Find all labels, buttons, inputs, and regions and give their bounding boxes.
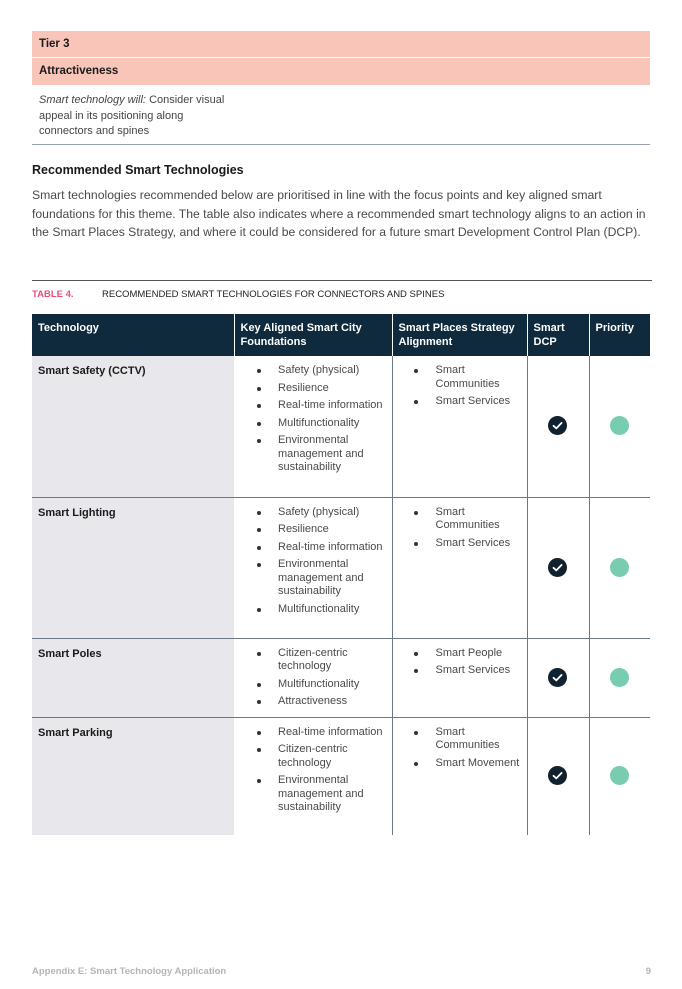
tier-description: Consider visual appeal in its positioning along connectors and spines — [39, 94, 225, 137]
list-item: Resilience — [234, 523, 388, 537]
list-item: Citizen-centric technology — [234, 743, 388, 770]
check-circle-icon — [548, 416, 567, 435]
list-item: Real-time information — [234, 541, 388, 555]
list-item: Multifunctionality — [234, 678, 388, 692]
dcp-cell — [527, 717, 589, 835]
dcp-cell — [527, 497, 589, 638]
dcp-cell — [527, 638, 589, 717]
foundations-cell — [234, 638, 392, 717]
list-item: Resilience — [234, 382, 388, 396]
list-item: Smart Services — [393, 537, 523, 551]
check-circle-icon — [548, 668, 567, 687]
list-item: Smart Movement — [393, 757, 523, 771]
caption-rule — [32, 280, 652, 281]
list-item: Real-time information — [234, 399, 388, 413]
table-row — [32, 497, 650, 638]
list-item: Smart Communities — [393, 506, 523, 533]
table-row — [32, 638, 650, 717]
list-item: Smart Services — [393, 664, 523, 678]
tier-text — [39, 93, 239, 140]
table-header-row — [32, 314, 650, 356]
technology-cell: Smart Poles — [32, 638, 234, 717]
list-item: Citizen-centric technology — [234, 647, 388, 674]
priority-dot-icon — [610, 668, 629, 687]
tier-label: Tier 3 — [32, 31, 650, 58]
header-alignment: Smart Places Strategy Alignment — [392, 314, 527, 356]
table-title: RECOMMENDED SMART TECHNOLOGIES FOR CONNECTORS AND SPINES — [102, 289, 445, 300]
list-item: Safety (physical) — [234, 364, 388, 378]
priority-cell — [589, 497, 650, 638]
dcp-cell — [527, 356, 589, 497]
check-circle-icon — [548, 558, 567, 577]
alignment-cell — [392, 638, 527, 717]
priority-dot-icon — [610, 558, 629, 577]
foundations-cell — [234, 356, 392, 497]
tier-table — [32, 31, 650, 145]
list-item: Smart Services — [393, 395, 523, 409]
table-row — [32, 717, 650, 835]
table-number: TABLE 4. — [32, 289, 74, 300]
list-item: Smart Communities — [393, 364, 523, 391]
alignment-cell — [392, 497, 527, 638]
page-number: 9 — [645, 966, 651, 977]
foundations-cell — [234, 717, 392, 835]
list-item: Attractiveness — [234, 695, 388, 709]
check-circle-icon — [548, 766, 567, 785]
tier-heading: Attractiveness — [32, 58, 650, 86]
header-technology: Technology — [32, 314, 234, 356]
list-item: Smart Communities — [393, 726, 523, 753]
list-item: Smart People — [393, 647, 523, 661]
section-title: Recommended Smart Technologies — [32, 163, 244, 177]
list-item: Environmental management and sustainability — [234, 774, 388, 815]
list-item: Real-time information — [234, 726, 388, 740]
list-item: Multifunctionality — [234, 417, 388, 431]
header-smart-dcp: Smart DCP — [527, 314, 589, 356]
list-item: Multifunctionality — [234, 603, 388, 617]
section-intro: Smart technologies recommended below are prioritised in line with the focus points and key aligned smart foundations for this theme. The table also indicates where a recommended smart technology aligns to an action in the Smart Places Strategy, and where it could be considered for a future smart Development Control Plan (DCP). — [32, 188, 646, 240]
priority-dot-icon — [610, 416, 629, 435]
list-item: Safety (physical) — [234, 506, 388, 520]
priority-cell — [589, 638, 650, 717]
footer-text: Appendix E: Smart Technology Application — [32, 966, 227, 977]
priority-cell — [589, 356, 650, 497]
tier-lead: Smart technology will: — [39, 94, 146, 106]
header-foundations: Key Aligned Smart City Foundations — [234, 314, 392, 356]
list-item: Environmental management and sustainability — [234, 558, 388, 599]
technology-cell: Smart Parking — [32, 717, 234, 835]
alignment-cell — [392, 356, 527, 497]
table-caption — [32, 289, 444, 300]
table-row — [32, 356, 650, 497]
header-priority: Priority — [589, 314, 650, 356]
priority-dot-icon — [610, 766, 629, 785]
foundations-cell — [234, 497, 392, 638]
tier-body — [32, 86, 650, 145]
technologies-table — [32, 314, 650, 835]
technology-cell: Smart Lighting — [32, 497, 234, 638]
priority-cell — [589, 717, 650, 835]
list-item: Environmental management and sustainability — [234, 434, 388, 475]
technology-cell: Smart Safety (CCTV) — [32, 356, 234, 497]
alignment-cell — [392, 717, 527, 835]
